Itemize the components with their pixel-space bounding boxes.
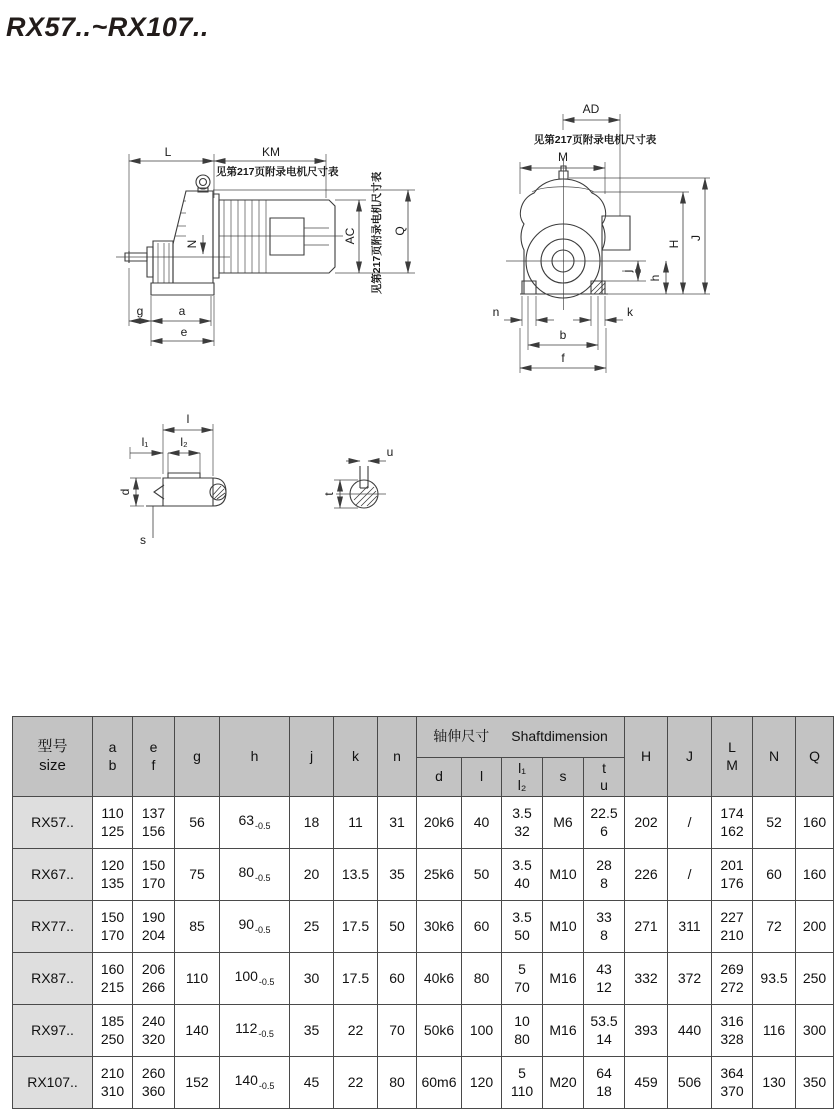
row-size-label: RX77..	[13, 901, 93, 953]
col-header-shaft-dimension: 轴伸尺寸 Shaftdimension	[417, 717, 625, 758]
cell-N: 93.5	[753, 953, 796, 1005]
cell-LM: 316 328	[712, 1005, 753, 1057]
cell-l1l2: 5 70	[502, 953, 543, 1005]
cell-l: 120	[462, 1057, 502, 1109]
cell-LM: 269 272	[712, 953, 753, 1005]
cell-N: 72	[753, 901, 796, 953]
dim-label-KM: KM	[262, 145, 280, 159]
cell-ab: 150 170	[93, 901, 133, 953]
cell-n: 70	[378, 1005, 417, 1057]
cell-s: M16	[543, 953, 584, 1005]
cell-tu: 43 12	[584, 953, 625, 1005]
dim-label-s: s	[140, 533, 146, 547]
cell-d: 40k6	[417, 953, 462, 1005]
cell-h: $63_{-0.5}$	[220, 797, 290, 849]
table-row	[13, 849, 834, 901]
cell-s: M6	[543, 797, 584, 849]
cell-tu: 53.5 14	[584, 1005, 625, 1057]
cell-j: 45	[290, 1057, 334, 1109]
col-header-size: 型号 size	[13, 717, 93, 797]
cell-j: 30	[290, 953, 334, 1005]
cell-H: 226	[625, 849, 668, 901]
cell-k: 11	[334, 797, 378, 849]
cell-l1l2: 3.5 32	[502, 797, 543, 849]
dim-label-g: g	[136, 304, 144, 318]
cell-N: 52	[753, 797, 796, 849]
cell-j: 18	[290, 797, 334, 849]
cell-k: 17.5	[334, 901, 378, 953]
key	[168, 473, 200, 478]
cell-l1l2: 3.5 50	[502, 901, 543, 953]
cell-s: M10	[543, 901, 584, 953]
cell-h: $100_{-0.5}$	[220, 953, 290, 1005]
cell-h: $140_{-0.5}$	[220, 1057, 290, 1109]
cell-g: 152	[175, 1057, 220, 1109]
cell-J: /	[668, 849, 712, 901]
col-header-g: g	[175, 717, 220, 797]
dimension-table-body	[13, 797, 834, 1109]
cell-Q: 200	[796, 901, 834, 953]
cell-ab: 160 215	[93, 953, 133, 1005]
cell-ab: 210 310	[93, 1057, 133, 1109]
cell-s: M10	[543, 849, 584, 901]
motor-flange	[213, 194, 219, 278]
cell-l1l2: 5 110	[502, 1057, 543, 1109]
motor-note-front: 见第217页附录电机尺寸表	[533, 134, 657, 146]
gearbox-foot	[151, 283, 214, 295]
cell-ef: 190 204	[133, 901, 175, 953]
eyebolt-icon	[196, 175, 210, 189]
shaft-end-cap	[213, 478, 226, 506]
dim-label-n: n	[492, 305, 500, 319]
col-header-H: H	[625, 717, 668, 797]
cell-g: 110	[175, 953, 220, 1005]
terminal-box-front	[602, 216, 630, 250]
cell-k: 13.5	[334, 849, 378, 901]
cell-LM: 201 176	[712, 849, 753, 901]
dim-label-Q: Q	[393, 226, 407, 236]
dim-label-AD: AD	[582, 102, 600, 116]
cell-J: 506	[668, 1057, 712, 1109]
table-row	[13, 953, 834, 1005]
cell-l: 60	[462, 901, 502, 953]
row-size-label: RX67..	[13, 849, 93, 901]
dim-label-l2: l₂	[180, 435, 188, 449]
cell-d: 60m6	[417, 1057, 462, 1109]
cell-H: 459	[625, 1057, 668, 1109]
dimension-table	[12, 716, 834, 1109]
cell-ab: 185 250	[93, 1005, 133, 1057]
gearbox-housing	[173, 191, 213, 283]
cell-N: 60	[753, 849, 796, 901]
cell-n: 50	[378, 901, 417, 953]
col-header-l: l	[462, 758, 502, 797]
motor-body	[219, 200, 335, 273]
shaft-detail-drawing	[118, 406, 430, 574]
page-title: RX57..~RX107..	[6, 12, 209, 42]
cell-k: 22	[334, 1057, 378, 1109]
col-header-k: k	[334, 717, 378, 797]
col-header-l1l2: l₁ l₂	[502, 758, 543, 797]
cell-d: 25k6	[417, 849, 462, 901]
col-header-n: n	[378, 717, 417, 797]
dim-label-l: l	[186, 412, 190, 426]
cell-n: 35	[378, 849, 417, 901]
col-header-LM: L M	[712, 717, 753, 797]
cell-J: /	[668, 797, 712, 849]
cell-g: 75	[175, 849, 220, 901]
front-view-drawing	[478, 98, 770, 395]
dim-label-b: b	[559, 328, 567, 342]
col-header-s: s	[543, 758, 584, 797]
cell-n: 60	[378, 953, 417, 1005]
dim-label-J: J	[689, 235, 703, 241]
cell-H: 393	[625, 1005, 668, 1057]
motor-note-side: 见第217页附录电机尺寸表	[371, 171, 383, 295]
dim-label-H: H	[667, 239, 681, 249]
cell-j: 25	[290, 901, 334, 953]
col-header-h: h	[220, 717, 290, 797]
table-header	[13, 717, 834, 797]
cell-k: 17.5	[334, 953, 378, 1005]
cell-J: 311	[668, 901, 712, 953]
cell-LM: 227 210	[712, 901, 753, 953]
table-row	[13, 1005, 834, 1057]
dim-label-N: N	[185, 239, 199, 249]
cell-g: 56	[175, 797, 220, 849]
dim-label-l1: l₁	[141, 435, 149, 449]
gear-housing	[520, 179, 605, 294]
dim-label-d: d	[118, 488, 132, 496]
cell-H: 202	[625, 797, 668, 849]
cell-l: 50	[462, 849, 502, 901]
cell-H: 271	[625, 901, 668, 953]
col-header-d: d	[417, 758, 462, 797]
cell-d: 50k6	[417, 1005, 462, 1057]
row-size-label: RX57..	[13, 797, 93, 849]
shaft-body	[163, 478, 213, 506]
cell-j: 20	[290, 849, 334, 901]
cell-ab: 120 135	[93, 849, 133, 901]
cell-ab: 110 125	[93, 797, 133, 849]
col-header-Q: Q	[796, 717, 834, 797]
cell-H: 332	[625, 953, 668, 1005]
cell-l1l2: 10 80	[502, 1005, 543, 1057]
gearbox-front-housing	[153, 241, 173, 283]
cell-Q: 250	[796, 953, 834, 1005]
cell-tu: 22.5 6	[584, 797, 625, 849]
col-header-ab: a b	[93, 717, 133, 797]
side-view-drawing	[108, 138, 418, 383]
cell-l: 80	[462, 953, 502, 1005]
cell-l1l2: 3.5 40	[502, 849, 543, 901]
motor-note-top: 见第217页附录电机尺寸表	[216, 166, 339, 178]
cell-g: 140	[175, 1005, 220, 1057]
row-size-label: RX107..	[13, 1057, 93, 1109]
col-header-ef: e f	[133, 717, 175, 797]
cell-s: M16	[543, 1005, 584, 1057]
table-row	[13, 1057, 834, 1109]
dim-label-k: k	[627, 305, 633, 319]
table-row	[13, 901, 834, 953]
cell-h: $80_{-0.5}$	[220, 849, 290, 901]
cell-ef: 150 170	[133, 849, 175, 901]
cell-Q: 160	[796, 797, 834, 849]
cell-h: $112_{-0.5}$	[220, 1005, 290, 1057]
cell-tu: 28 8	[584, 849, 625, 901]
cell-J: 372	[668, 953, 712, 1005]
dim-label-h: h	[648, 274, 662, 282]
cell-ef: 206 266	[133, 953, 175, 1005]
cell-l: 40	[462, 797, 502, 849]
row-size-label: RX87..	[13, 953, 93, 1005]
cell-J: 440	[668, 1005, 712, 1057]
cell-j: 35	[290, 1005, 334, 1057]
terminal-box	[270, 218, 304, 255]
dim-label-t: t	[322, 492, 336, 496]
cell-tu: 64 18	[584, 1057, 625, 1109]
cell-n: 80	[378, 1057, 417, 1109]
cell-Q: 160	[796, 849, 834, 901]
dim-label-M: M	[558, 150, 568, 164]
cell-d: 20k6	[417, 797, 462, 849]
dim-label-f: f	[561, 351, 565, 365]
cell-k: 22	[334, 1005, 378, 1057]
dim-label-e: e	[180, 325, 188, 339]
cell-N: 130	[753, 1057, 796, 1109]
cell-Q: 300	[796, 1005, 834, 1057]
cell-LM: 364 370	[712, 1057, 753, 1109]
cell-N: 116	[753, 1005, 796, 1057]
section-ball	[210, 484, 226, 500]
cell-LM: 174 162	[712, 797, 753, 849]
cell-ef: 240 320	[133, 1005, 175, 1057]
dim-label-u: u	[386, 445, 394, 459]
dim-label-L: L	[164, 145, 172, 159]
cell-ef: 137 156	[133, 797, 175, 849]
cell-ef: 260 360	[133, 1057, 175, 1109]
cell-l: 100	[462, 1005, 502, 1057]
cell-tu: 33 8	[584, 901, 625, 953]
cell-g: 85	[175, 901, 220, 953]
row-size-label: RX97..	[13, 1005, 93, 1057]
dim-label-a: a	[178, 304, 186, 318]
cell-s: M20	[543, 1057, 584, 1109]
col-header-J: J	[668, 717, 712, 797]
dim-label-AC: AC	[343, 227, 357, 245]
col-header-j: j	[290, 717, 334, 797]
cell-h: $90_{-0.5}$	[220, 901, 290, 953]
col-header-N: N	[753, 717, 796, 797]
cell-d: 30k6	[417, 901, 462, 953]
cell-n: 31	[378, 797, 417, 849]
table-row	[13, 797, 834, 849]
col-header-tu: t u	[584, 758, 625, 797]
dim-label-j: j	[620, 269, 634, 273]
cell-Q: 350	[796, 1057, 834, 1109]
